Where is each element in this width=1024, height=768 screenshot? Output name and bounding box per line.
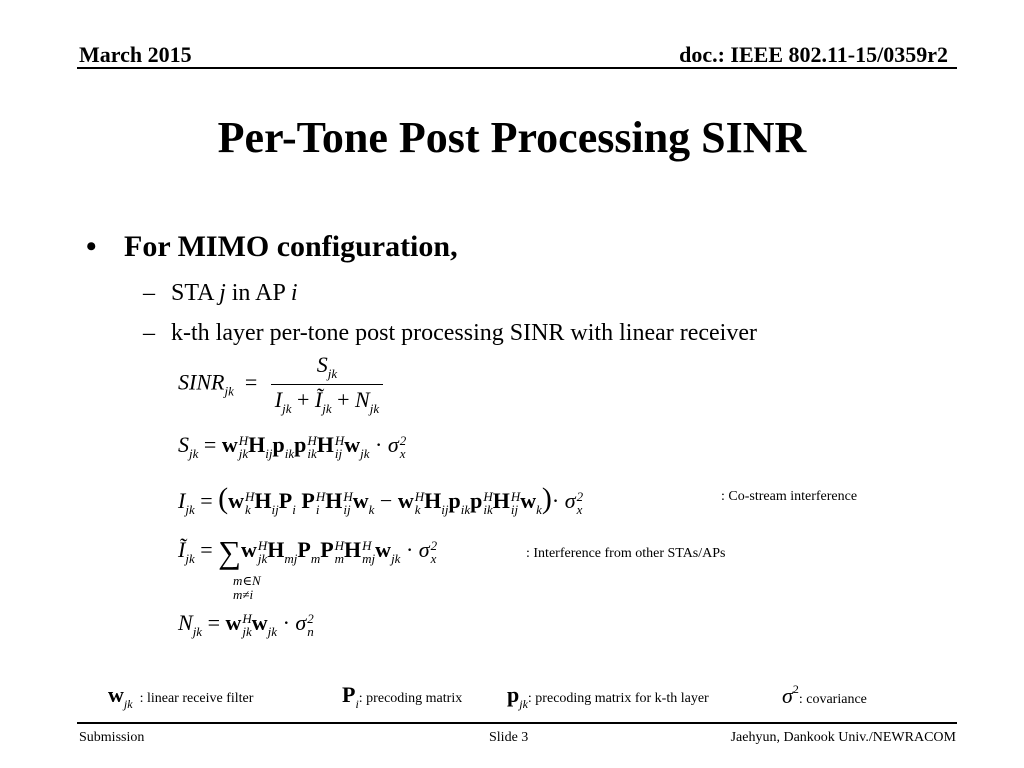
note-co-stream: : Co-stream interference: [721, 489, 858, 504]
bullet-dot: •: [86, 230, 97, 263]
legend-P-text: : precoding matrix: [358, 691, 463, 706]
sub-bullet-sta: – STA j in AP i: [143, 280, 298, 306]
sub2-text: k-th layer per-tone post processing SINR with linear receiver: [171, 320, 757, 346]
sub1-prefix: STA: [171, 280, 220, 306]
header-rule: [77, 67, 957, 69]
sub1-var-i: i: [290, 280, 298, 306]
sum-limits: m∈N m≠i: [233, 573, 261, 602]
sub1-var-j: j: [219, 280, 226, 306]
equation-co-stream: $I_{jk} = (w$ H k $H_{ij}P_i$ P H i H H ij $w_k - w$ H k $H_{ij}p_{ik}p$ H ik H H ij $w_k)\cdot \sigma$ 2 x: [178, 482, 584, 517]
slide-title: Per-Tone Post Processing SINR: [217, 113, 807, 162]
header-doc-id: doc.: IEEE 802.11-15/0359r2: [679, 42, 948, 67]
equation-inter-interference: $Ĩ_{jk} = \sum w$ H jk $H_{mj}P_mP$ H m H H mj $w_{jk} \cdot \sigma$ 2 x: [178, 534, 438, 570]
legend-P: $P_i$: precoding matrix: [342, 682, 463, 711]
legend-sigma-text: : covariance: [798, 692, 867, 707]
equation-signal: $S_{jk} = w$ H jk $H_{ij}p_{ik}p$ H ik H H ij $w_{jk} \cdot \sigma$ 2 x: [178, 432, 407, 461]
equation-sinr: $SINR_{jk}$ = $\frac{S_{jk}}{I_{jk} + Ĩ_{jk} + N_{jk}}$: [178, 352, 383, 417]
legend-sigma: $\sigma^2$: covariance: [782, 682, 867, 708]
footer-submission: Submission: [79, 730, 145, 745]
sub1-middle: in AP: [225, 280, 291, 306]
sub-bullet-sinr: – k-th layer per-tone post processing SINR with linear receiver: [143, 320, 757, 346]
legend-p-text: : precoding matrix for k-th layer: [527, 691, 709, 706]
legend-w-text: : linear receive filter: [139, 691, 254, 706]
footer-rule: [77, 722, 957, 724]
bullet-main-text: For MIMO configuration,: [124, 230, 458, 263]
note-inter: : Interference from other STAs/APs: [526, 546, 726, 561]
bullet-main: [86, 230, 458, 264]
legend-p: $p_{jk}$: precoding matrix for k-th layer: [507, 682, 709, 711]
footer-slide-number: Slide 3: [489, 730, 529, 745]
header-date: March 2015: [79, 42, 192, 67]
footer-author: Jaehyun, Dankook Univ./NEWRACOM: [730, 730, 956, 745]
equation-noise: $N_{jk} = w$ H jk $w_{jk} \cdot \sigma$ 2 n: [178, 610, 314, 639]
legend-w: $w_{jk}$ : linear receive filter: [108, 682, 254, 711]
